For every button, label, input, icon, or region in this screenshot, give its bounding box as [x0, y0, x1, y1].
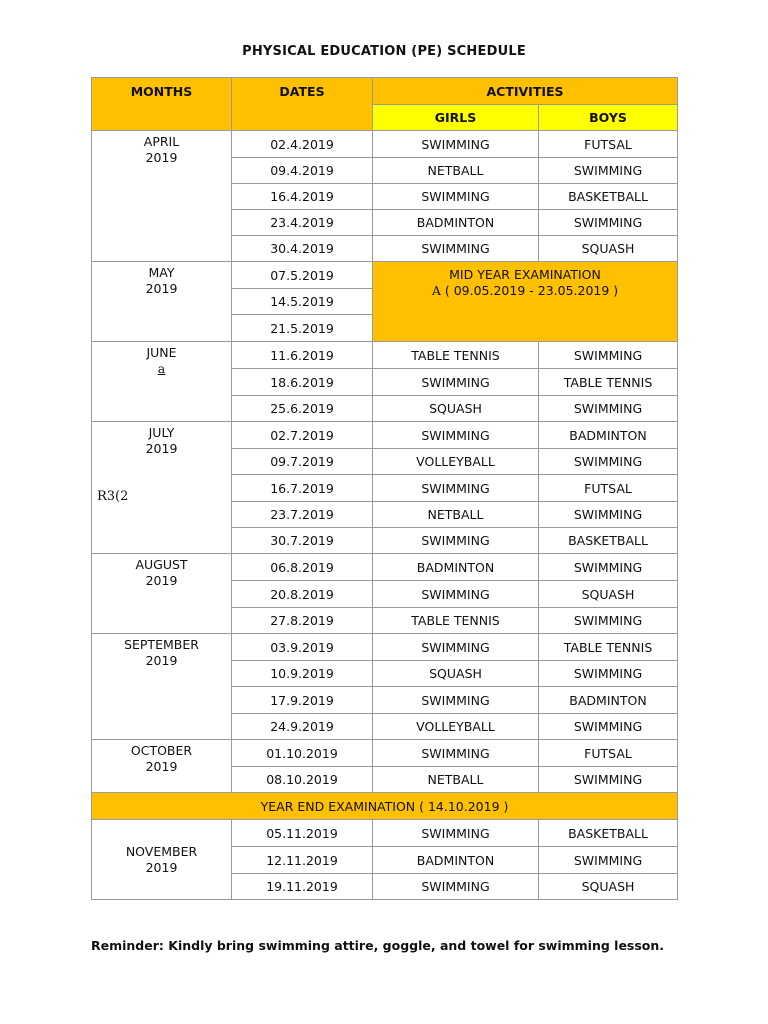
- girls-activity: SWIMMING: [373, 369, 539, 396]
- date-cell: 18.6.2019: [232, 369, 373, 396]
- table-row: [92, 422, 678, 449]
- boys-activity: SWIMMING: [539, 449, 678, 475]
- month-year: 2019: [145, 859, 178, 875]
- boys-activity: BASKETBALL: [539, 184, 678, 210]
- pe-schedule-table: [91, 77, 678, 900]
- girls-activity: TABLE TENNIS: [373, 608, 539, 634]
- mid-year-exam-block: [373, 262, 678, 342]
- date-cell: 09.4.2019: [232, 158, 373, 184]
- date-cell: 12.11.2019: [232, 847, 373, 874]
- boys-activity: BADMINTON: [539, 422, 678, 449]
- month-year: 2019: [145, 759, 178, 774]
- girls-activity: BADMINTON: [373, 210, 539, 236]
- table-row: [92, 342, 678, 369]
- month-label: APRIL: [143, 134, 180, 149]
- date-cell: 24.9.2019: [232, 714, 373, 740]
- boys-activity: SWIMMING: [539, 342, 678, 369]
- boys-activity: SWIMMING: [539, 608, 678, 634]
- reminder-note: Reminder: Kindly bring swimming attire, goggle, and towel for swimming lesson.: [91, 938, 665, 953]
- date-cell: 27.8.2019: [232, 608, 373, 634]
- girls-activity: SWIMMING: [373, 581, 539, 608]
- girls-activity: BADMINTON: [373, 847, 539, 874]
- boys-activity: SWIMMING: [539, 502, 678, 528]
- date-cell: 06.8.2019: [232, 554, 373, 581]
- boys-activity: FUTSAL: [539, 131, 678, 158]
- exam-glyph: A: [431, 283, 441, 298]
- date-cell: 16.7.2019: [232, 475, 373, 502]
- table-row: [92, 820, 678, 847]
- month-label: JUNE: [146, 345, 177, 360]
- date-cell: 30.7.2019: [232, 528, 373, 554]
- date-cell: 03.9.2019: [232, 634, 373, 661]
- date-cell: 09.7.2019: [232, 449, 373, 475]
- date-cell: 25.6.2019: [232, 396, 373, 422]
- date-cell: 14.5.2019: [232, 289, 373, 315]
- table-row: [92, 131, 678, 158]
- date-cell: 23.4.2019: [232, 210, 373, 236]
- girls-activity: SWIMMING: [373, 475, 539, 502]
- girls-activity: SWIMMING: [373, 236, 539, 262]
- boys-activity: SWIMMING: [539, 396, 678, 422]
- date-cell: 16.4.2019: [232, 184, 373, 210]
- month-label: SEPTEMBER: [124, 637, 199, 652]
- month-october: [92, 740, 232, 793]
- table-row: [92, 740, 678, 767]
- girls-activity: NETBALL: [373, 767, 539, 793]
- month-year: 2019: [145, 573, 178, 588]
- month-august: [92, 554, 232, 634]
- month-label: JULY: [148, 425, 175, 440]
- date-cell: 21.5.2019: [232, 315, 373, 342]
- date-cell: 20.8.2019: [232, 581, 373, 608]
- girls-activity: SWIMMING: [373, 634, 539, 661]
- boys-activity: SQUASH: [539, 874, 678, 900]
- boys-activity: BASKETBALL: [539, 820, 678, 847]
- month-june: [92, 342, 232, 422]
- boys-activity: SWIMMING: [539, 210, 678, 236]
- stray-glyph-text: R3(2: [97, 489, 129, 504]
- month-glyph: a: [157, 361, 166, 376]
- table-row: [92, 262, 678, 289]
- boys-activity: SWIMMING: [539, 714, 678, 740]
- month-september: [92, 634, 232, 740]
- boys-activity: SQUASH: [539, 581, 678, 608]
- girls-activity: BADMINTON: [373, 554, 539, 581]
- page-title: PHYSICAL EDUCATION (PE) SCHEDULE: [242, 44, 526, 59]
- months-header: MONTHS: [92, 78, 232, 131]
- date-cell: 19.11.2019: [232, 874, 373, 900]
- boys-activity: TABLE TENNIS: [539, 369, 678, 396]
- year-end-exam-banner: YEAR END EXAMINATION ( 14.10.2019 ): [92, 793, 678, 820]
- girls-activity: VOLLEYBALL: [373, 714, 539, 740]
- month-label: AUGUST: [135, 557, 188, 572]
- month-label: MAY: [148, 265, 175, 280]
- girls-activity: SWIMMING: [373, 184, 539, 210]
- girls-activity: SQUASH: [373, 661, 539, 687]
- month-may: [92, 262, 232, 342]
- table-row: [92, 793, 678, 820]
- girls-activity: TABLE TENNIS: [373, 342, 539, 369]
- girls-activity: SQUASH: [373, 396, 539, 422]
- date-cell: 17.9.2019: [232, 687, 373, 714]
- girls-activity: SWIMMING: [373, 131, 539, 158]
- month-year: 2019: [145, 653, 178, 668]
- boys-activity: SWIMMING: [539, 767, 678, 793]
- girls-activity: NETBALL: [373, 158, 539, 184]
- boys-activity: FUTSAL: [539, 475, 678, 502]
- table-row: [92, 634, 678, 661]
- exam-title: MID YEAR EXAMINATION: [449, 267, 601, 282]
- month-year: 2019: [145, 281, 178, 296]
- date-cell: 23.7.2019: [232, 502, 373, 528]
- date-cell: 11.6.2019: [232, 342, 373, 369]
- date-cell: 02.7.2019: [232, 422, 373, 449]
- date-cell: 05.11.2019: [232, 820, 373, 847]
- girls-activity: SWIMMING: [373, 740, 539, 767]
- date-cell: 08.10.2019: [232, 767, 373, 793]
- date-cell: 10.9.2019: [232, 661, 373, 687]
- month-label: OCTOBER: [130, 743, 193, 758]
- month-year: 2019: [145, 441, 178, 456]
- boys-activity: TABLE TENNIS: [539, 634, 678, 661]
- boys-activity: SWIMMING: [539, 661, 678, 687]
- girls-activity: SWIMMING: [373, 422, 539, 449]
- girls-activity: VOLLEYBALL: [373, 449, 539, 475]
- boys-activity: SWIMMING: [539, 158, 678, 184]
- boys-activity: FUTSAL: [539, 740, 678, 767]
- girls-activity: SWIMMING: [373, 687, 539, 714]
- table-row: [92, 554, 678, 581]
- month-label: NOVEMBER: [125, 843, 198, 859]
- boys-activity: SWIMMING: [539, 847, 678, 874]
- boys-activity: SWIMMING: [539, 554, 678, 581]
- boys-header: BOYS: [539, 105, 678, 131]
- girls-activity: NETBALL: [373, 502, 539, 528]
- girls-activity: SWIMMING: [373, 820, 539, 847]
- activities-header: ACTIVITIES: [373, 78, 678, 105]
- date-cell: 30.4.2019: [232, 236, 373, 262]
- boys-activity: SQUASH: [539, 236, 678, 262]
- boys-activity: BADMINTON: [539, 687, 678, 714]
- girls-activity: SWIMMING: [373, 528, 539, 554]
- month-april: [92, 131, 232, 262]
- month-year: 2019: [145, 150, 178, 165]
- month-july: [92, 422, 232, 554]
- exam-range: ( 09.05.2019 - 23.05.2019 ): [444, 283, 619, 298]
- date-cell: 01.10.2019: [232, 740, 373, 767]
- girls-activity: SWIMMING: [373, 874, 539, 900]
- date-cell: 02.4.2019: [232, 131, 373, 158]
- girls-header: GIRLS: [373, 105, 539, 131]
- boys-activity: BASKETBALL: [539, 528, 678, 554]
- dates-header: DATES: [232, 78, 373, 131]
- date-cell: 07.5.2019: [232, 262, 373, 289]
- month-november: [92, 820, 232, 900]
